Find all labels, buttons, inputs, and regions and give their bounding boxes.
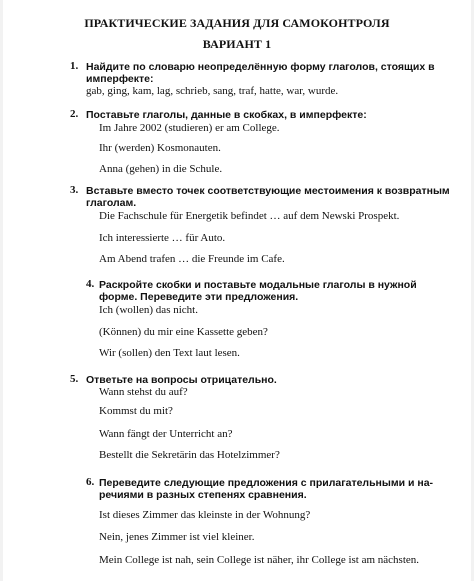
q5-question-2: Kommst du mit?	[99, 405, 173, 417]
q1-heading-line2: имперфекте:	[86, 73, 154, 85]
q3-sentence-1: Die Fachschule für Energetik befindet … auf dem Newski Prospekt.	[99, 210, 400, 222]
q4-sentence-1: Ich (wollen) das nicht.	[99, 304, 198, 316]
q4-sentence-2: (Können) du mir eine Kassette geben?	[99, 326, 268, 338]
q4-number: 4.	[86, 278, 95, 290]
q1-heading-line1: Найдите по словарю неопределённую форму глаголов, стоящих в	[86, 61, 435, 73]
q1-number: 1.	[70, 60, 79, 72]
document-title: ПРАКТИЧЕСКИЕ ЗАДАНИЯ ДЛЯ САМОКОНТРОЛЯ	[84, 16, 390, 30]
q5-question-4: Bestellt die Sekretärin das Hotelzimmer?	[99, 449, 280, 461]
q3-sentence-3: Am Abend trafen … die Freunde im Cafe.	[99, 253, 285, 265]
q4-heading-line1: Раскройте скобки и поставьте модальные глаголы в нужной	[99, 279, 417, 291]
q3-heading-line2: глаголам.	[86, 197, 137, 209]
q6-heading-line2: речиями в разных степенях сравнения.	[99, 489, 307, 501]
q1-verb-list: gab, ging, kam, lag, schrieb, sang, traf, hatte, war, wurde.	[86, 85, 339, 97]
q4-heading-line2: форме. Переведите эти предложения.	[99, 291, 299, 303]
q6-number: 6.	[86, 476, 95, 488]
q3-sentence-2: Ich interessierte … für Auto.	[99, 232, 226, 244]
q2-heading-line1: Поставьте глаголы, данные в скобках, в имперфекте:	[86, 109, 367, 121]
q5-question-3: Wann fängt der Unterricht an?	[99, 428, 233, 440]
variant-title: ВАРИАНТ 1	[202, 37, 272, 51]
q2-sentence-1: Im Jahre 2002 (studieren) er am College.	[99, 122, 280, 134]
q2-sentence-3: Anna (gehen) in die Schule.	[99, 163, 223, 175]
q4-sentence-3: Wir (sollen) den Text laut lesen.	[99, 347, 240, 359]
page-edge-left	[0, 0, 3, 581]
q6-sentence-3: Mein College ist nah, sein College ist näher, ihr College ist am nächsten.	[99, 554, 420, 566]
q5-number: 5.	[70, 373, 79, 385]
q3-number: 3.	[70, 184, 79, 196]
q6-sentence-2: Nein, jenes Zimmer ist viel kleiner.	[99, 531, 255, 543]
q2-sentence-2: Ihr (werden) Kosmonauten.	[99, 142, 221, 154]
q5-heading-line1: Ответьте на вопросы отрицательно.	[86, 374, 277, 386]
q6-heading-line1: Переведите следующие предложения с прилагательными и на-	[99, 477, 434, 489]
q6-sentence-1: Ist dieses Zimmer das kleinste in der Wohnung?	[99, 509, 311, 521]
q5-question-1: Wann stehst du auf?	[99, 386, 188, 398]
q3-heading-line1: Вставьте вместо точек соответствующие местоимения к возвратным	[86, 185, 450, 197]
q2-number: 2.	[70, 108, 79, 120]
